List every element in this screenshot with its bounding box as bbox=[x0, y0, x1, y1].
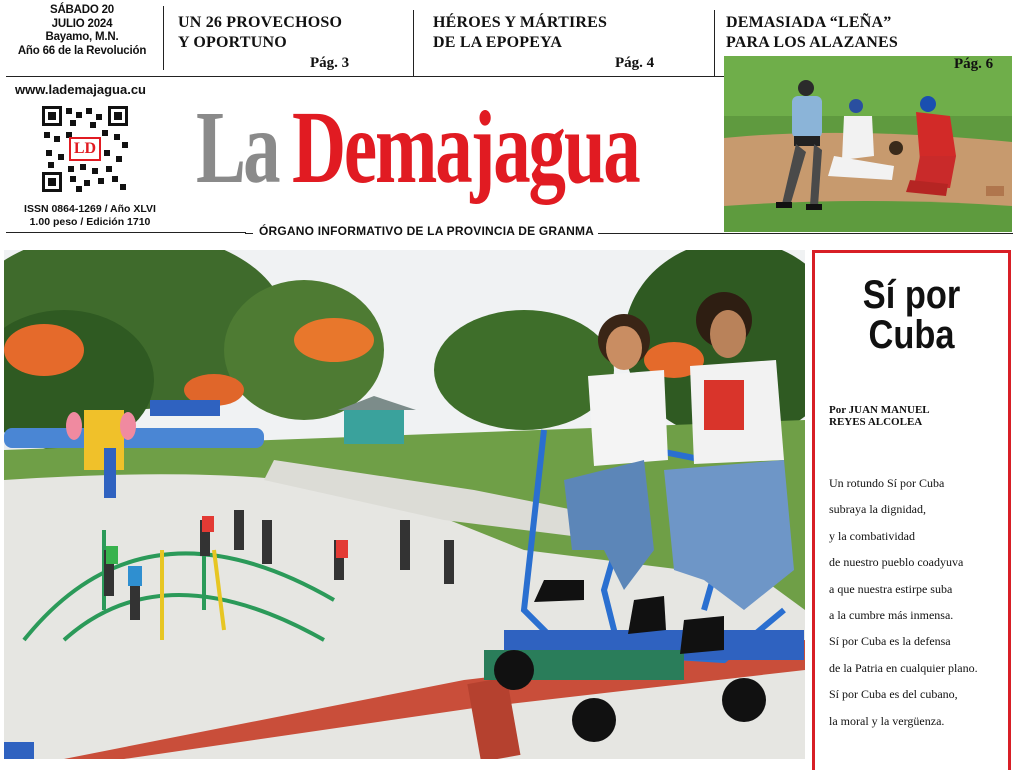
poem bbox=[829, 470, 978, 734]
qr-logo: LD bbox=[73, 140, 97, 157]
poem-line: de la Patria en cualquier plano. bbox=[829, 660, 978, 675]
teaser-page: Pág. 3 bbox=[310, 55, 350, 71]
teaser-page: Pág. 4 bbox=[615, 55, 655, 71]
teaser-1[interactable] bbox=[178, 13, 408, 71]
divider bbox=[6, 76, 724, 77]
poem-line: Sí por Cuba es la defensa bbox=[829, 634, 951, 649]
teaser-headline-line2: DE LA EPOPEYA bbox=[433, 34, 563, 51]
divider bbox=[714, 10, 715, 76]
date-month: JULIO 2024 bbox=[51, 17, 113, 30]
masthead-subtitle: ÓRGANO INFORMATIVO DE LA PROVINCIA DE GRANMA bbox=[255, 224, 598, 238]
divider bbox=[579, 233, 1013, 234]
subtitle-bar bbox=[247, 224, 1017, 242]
teaser-headline-line1: UN 26 PROVECHOSO bbox=[178, 14, 343, 31]
poem-line: la moral y la vergüenza. bbox=[829, 713, 945, 728]
editorial-title-line1: Sí por bbox=[862, 273, 961, 317]
poem-line: Un rotundo Sí por Cuba bbox=[829, 476, 945, 490]
main-photo[interactable] bbox=[4, 250, 805, 759]
divider bbox=[163, 6, 164, 70]
masthead-name: Demajagua bbox=[292, 90, 639, 205]
teaser-3[interactable] bbox=[726, 13, 1016, 53]
masthead-la: La bbox=[196, 90, 278, 205]
date-block bbox=[6, 4, 158, 58]
divider bbox=[413, 10, 414, 76]
teaser-2[interactable] bbox=[433, 13, 703, 71]
teaser-headline-line2: Y OPORTUNO bbox=[178, 34, 287, 51]
divider bbox=[245, 233, 253, 234]
teaser-headline-line1: HÉROES Y MÁRTIRES bbox=[433, 14, 608, 31]
date-revolution-year: Año 66 de la Revolución bbox=[17, 44, 147, 57]
divider bbox=[6, 232, 246, 233]
poem-line: de nuestro pueblo coadyuva bbox=[829, 555, 964, 570]
issn-block bbox=[10, 203, 170, 229]
price-edition-line: 1.00 peso / Edición 1710 bbox=[29, 216, 151, 228]
qr-code[interactable] bbox=[42, 106, 128, 192]
poem-line: Sí por Cuba es del cubano, bbox=[829, 687, 958, 702]
date-city: Bayamo, M.N. bbox=[45, 31, 119, 43]
teaser-page: Pág. 6 bbox=[954, 56, 994, 72]
date-day: SÁBADO 20 bbox=[49, 4, 115, 16]
poem-line: a la cumbre más inmensa. bbox=[829, 607, 954, 622]
teaser-headline-line2: PARA LOS ALAZANES bbox=[726, 34, 899, 51]
issn-line: ISSN 0864-1269 / Año XLVI bbox=[24, 203, 156, 215]
baseball-photo[interactable] bbox=[724, 56, 1012, 232]
poem-line: a que nuestra estirpe suba bbox=[829, 581, 953, 596]
editorial-box bbox=[812, 250, 1011, 770]
teaser-headline-line1: DEMASIADA “LEÑA” bbox=[726, 14, 892, 31]
byline-line1: Por JUAN MANUEL bbox=[829, 404, 930, 416]
baseball-photo-image bbox=[724, 56, 1012, 232]
byline bbox=[829, 404, 930, 428]
masthead bbox=[196, 88, 639, 207]
poem-line: y la combatividad bbox=[829, 528, 915, 543]
website-url[interactable]: www.lademajagua.cu bbox=[15, 82, 147, 97]
poem-line: subraya la dignidad, bbox=[829, 502, 926, 517]
editorial-title bbox=[829, 275, 995, 355]
editorial-title-line2: Cuba bbox=[868, 313, 955, 357]
main-photo-image bbox=[4, 250, 805, 759]
byline-line2: REYES ALCOLEA bbox=[829, 416, 923, 428]
